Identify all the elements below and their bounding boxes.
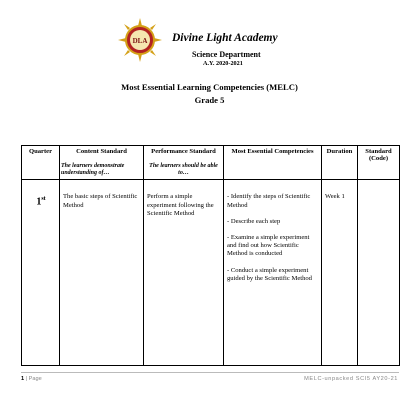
header-content-standard: Content Standard The learners demonstrate understanding of…: [60, 146, 144, 180]
footer-divider: [21, 372, 399, 373]
cell-competencies: [224, 180, 322, 366]
academic-year: A.Y. 2020-2021: [203, 60, 243, 67]
header-standard-code: Standard (Code): [358, 146, 400, 180]
school-name: Divine Light Academy: [172, 32, 278, 44]
page-number: 1 | Page: [21, 376, 42, 382]
melc-table: [21, 145, 400, 366]
cell-content-standard: The basic steps of Scientific Method: [60, 180, 144, 366]
document-title: Most Essential Learning Competencies (MELC): [121, 82, 298, 92]
performance-standard-subheader: The learners should be able to…: [149, 163, 218, 177]
competency-item: - Examine a simple experiment and find out how Scientific Method is conducted: [227, 234, 310, 258]
header-performance-standard: Performance Standard The learners should be able to…: [144, 146, 224, 180]
competency-item: - Conduct a simple experiment guided by the Scientific Method: [227, 266, 312, 282]
cell-duration: Week 1: [322, 180, 358, 366]
header-competencies: Most Essential Competencies: [224, 146, 322, 180]
grade-level: Grade 5: [194, 95, 225, 105]
school-logo-icon: [118, 18, 162, 62]
table-row: [22, 180, 400, 366]
cell-quarter: 1st: [22, 180, 60, 366]
department-name: Science Department: [192, 50, 261, 59]
competency-item: - Describe each step: [227, 217, 281, 225]
logo-initials: DLA: [132, 37, 148, 45]
cell-performance-standard: Perform a simple experiment following the Scientific Method: [144, 180, 224, 366]
document-reference: MELC-unpacked SCI5 AY20-21: [304, 376, 398, 382]
content-standard-subheader: The learners demonstrate understanding of…: [61, 163, 125, 177]
document-header: [0, 18, 419, 68]
header-duration: Duration: [322, 146, 358, 180]
table-header-row: [22, 146, 400, 180]
competency-item: - Identify the steps of Scientific Method: [227, 193, 311, 209]
cell-standard-code: [358, 180, 400, 366]
header-quarter: Quarter: [22, 146, 60, 180]
